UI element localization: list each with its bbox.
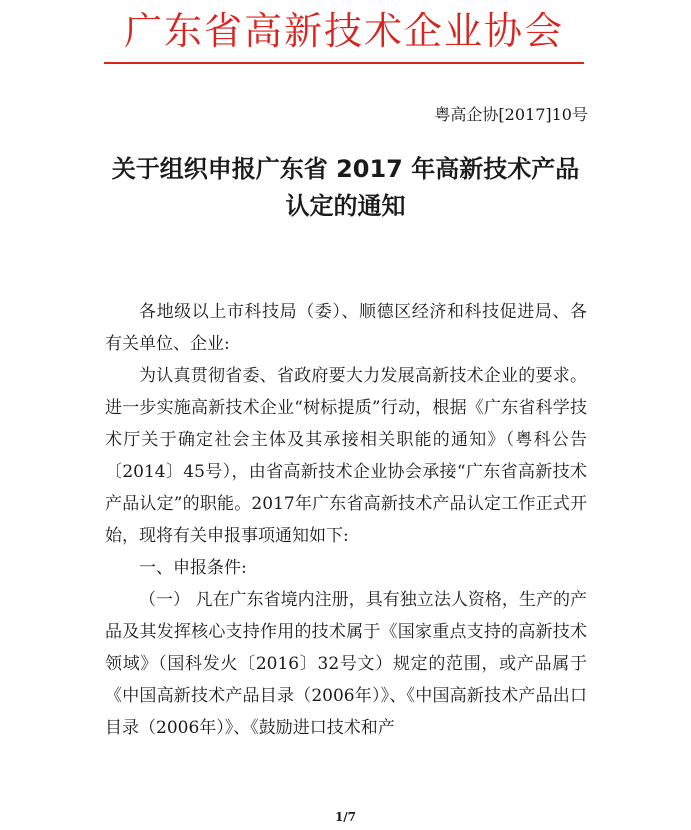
document-body xyxy=(105,296,587,744)
document-title-line-1: 关于组织申报广东省 2017 年高新技术产品 xyxy=(111,155,580,183)
condition-item-1: （一） 凡在广东省境内注册，具有独立法人资格，生产的产品及其发挥核心支持作用的技术属于《国家重点支持的高新技术领域》（国科发火〔2016〕32号文）规定的范围，或产品属于《中国高新技术产品目录（2006年）》、《中国高新技术产品出口目录（2006年）》、《鼓励进口技术和产 xyxy=(105,590,587,738)
document-title-line-2: 认定的通知 xyxy=(285,192,406,220)
intro-paragraph: 为认真贯彻省委、省政府要大力发展高新技术企业的要求。进一步实施高新技术企业“树标提质”行动，根据《广东省科学技术厅关于确定社会主体及其承接相关职能的通知》（粤科公告〔2014〕45号），由省高新技术企业协会承接“广东省高新技术产品认定”的职能。2017年广东省高新技术产品认定工作正式开始，现将有关申报事项通知如下: xyxy=(105,366,587,546)
page-number: 1/7 xyxy=(334,810,357,824)
letterhead xyxy=(100,2,588,76)
section-heading-application-conditions: 一、申报条件: xyxy=(139,558,247,578)
document-number: 粤高企协[2017]10号 xyxy=(434,105,588,124)
organization-name: 广东省高新技术企业协会 xyxy=(123,9,564,53)
addressee-paragraph: 各地级以上市科技局（委）、顺德区经济和科技促进局、各有关单位、企业: xyxy=(105,302,587,354)
letterhead-red-rule xyxy=(104,62,584,64)
